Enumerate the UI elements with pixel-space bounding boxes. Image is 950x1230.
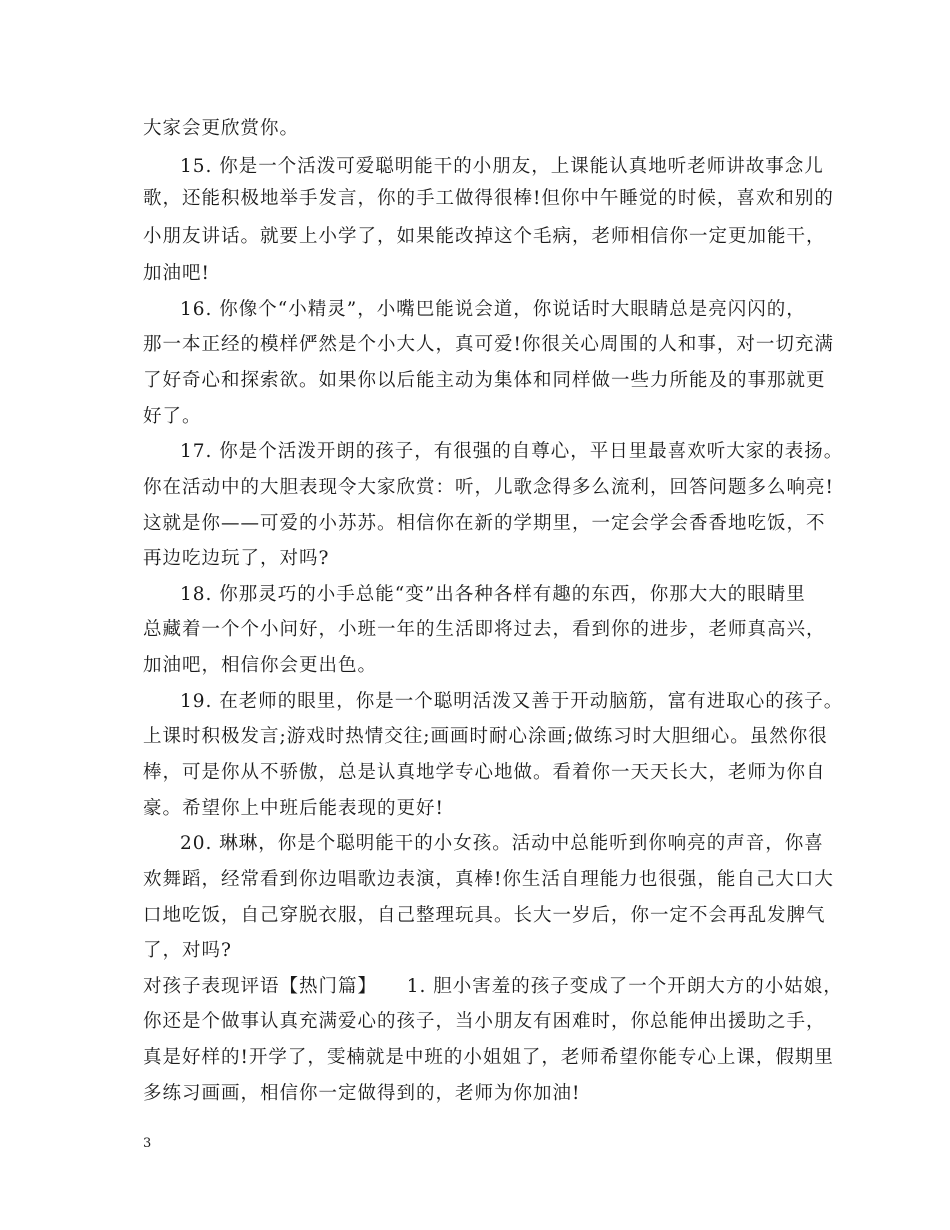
page-number: 3	[143, 1136, 152, 1151]
text-line: 小朋友讲话。就要上小学了，如果能改掉这个毛病，老师相信你一定更加能干，	[143, 226, 826, 247]
text-line: 好了。	[143, 406, 202, 427]
text-line: 再边吃边玩了，对吗?	[143, 548, 330, 569]
text-line: 18. 你那灵巧的小手总能“变”出各种各样有趣的东西，你那大大的眼睛里	[180, 584, 806, 605]
text-line: 歌，还能积极地举手发言，你的手工做得很棒!但你中午睡觉的时候，喜欢和别的	[143, 188, 834, 209]
text-line: 你在活动中的大胆表现令大家欣赏：听，儿歌念得多么流利，回答问题多么响亮!	[143, 477, 834, 498]
text-line: 加油吧，相信你会更出色。	[143, 655, 378, 676]
text-line: 口地吃饭，自己穿脱衣服，自己整理玩具。长大一岁后，你一定不会再乱发脾气	[143, 905, 826, 926]
text-line: 20. 琳琳，你是个聪明能干的小女孩。活动中总能听到你响亮的声音，你喜	[180, 833, 824, 854]
text-line: 那一本正经的模样俨然是个小大人，真可爱!你很关心周围的人和事，对一切充满	[143, 334, 834, 355]
text-line: 这就是你——可爱的小苏苏。相信你在新的学期里，一定会学会香香地吃饭，不	[143, 513, 826, 534]
text-line: 多练习画画，相信你一定做得到的，老师为你加油!	[143, 1083, 581, 1104]
text-line: 大家会更欣赏你。	[143, 118, 300, 139]
text-line: 16. 你像个“小精灵”，小嘴巴能说会道，你说话时大眼睛总是亮闪闪的，	[180, 299, 806, 320]
text-line: 19. 在老师的眼里，你是一个聪明活泼又善于开动脑筋，富有进取心的孩子。	[180, 691, 844, 712]
text-line: 总藏着一个个小问好，小班一年的生活即将过去，看到你的进步，老师真高兴，	[143, 619, 826, 640]
text-line: 欢舞蹈，经常看到你边唱歌边表演，真棒!你生活自理能力也很强，能自己大口大	[143, 869, 834, 890]
text-line: 真是好样的!开学了，雯楠就是中班的小姐姐了，老师希望你能专心上课，假期里	[143, 1047, 834, 1068]
text-line: 你还是个做事认真充满爱心的孩子，当小朋友有困难时，你总能伸出援助之手，	[143, 1011, 826, 1032]
text-line: 对孩子表现评语【热门篇】 1. 胆小害羞的孩子变成了一个开朗大方的小姑娘，	[143, 976, 843, 997]
text-line: 了，对吗?	[143, 940, 232, 961]
text-line: 了好奇心和探索欲。如果你以后能主动为集体和同样做一些力所能及的事那就更	[143, 370, 826, 391]
text-line: 豪。希望你上中班后能表现的更好!	[143, 798, 444, 819]
text-line: 加油吧!	[143, 263, 210, 284]
text-line: 15. 你是一个活泼可爱聪明能干的小朋友，上课能认真地听老师讲故事念儿	[180, 156, 824, 177]
text-line: 17. 你是个活泼开朗的孩子，有很强的自尊心，平日里最喜欢听大家的表扬。	[180, 441, 844, 462]
text-line: 上课时积极发言;游戏时热情交往;画画时耐心涂画;做练习时大胆细心。虽然你很	[143, 726, 828, 747]
text-line: 棒，可是你从不骄傲，总是认真地学专心地做。看着你一天天长大，老师为你自	[143, 762, 826, 783]
